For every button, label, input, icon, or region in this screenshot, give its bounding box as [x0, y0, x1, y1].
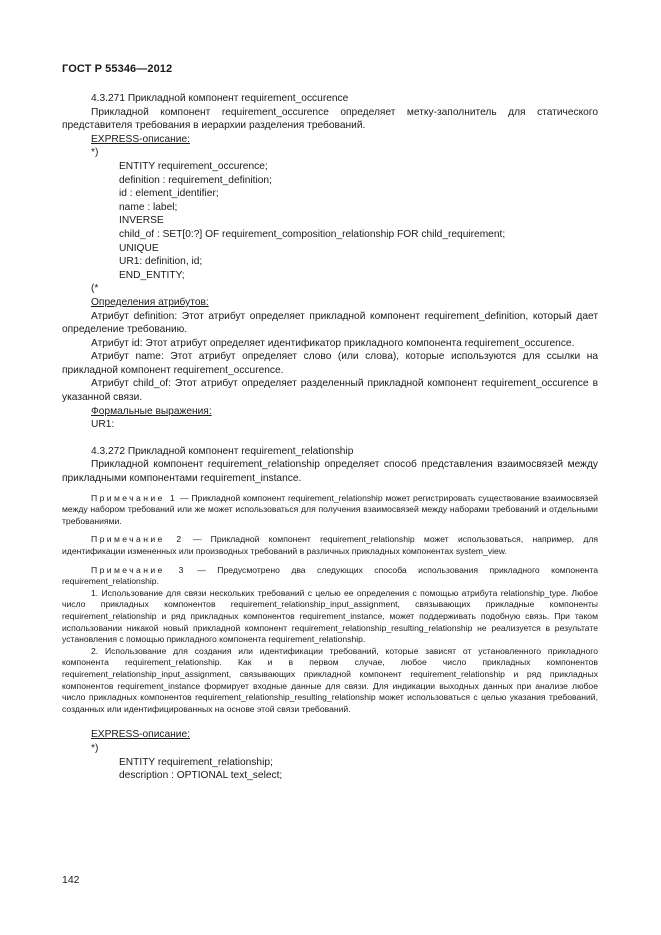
express-label-271: EXPRESS-описание: [91, 133, 190, 145]
note-1 [62, 493, 598, 528]
express-label-272: EXPRESS-описание: [91, 729, 190, 741]
page-content [62, 92, 598, 783]
attribute-child-of: Атрибут child_of: Этот атрибут определяет разделенный прикладной компонент requirement_occurence в указанной связи. [62, 378, 598, 404]
note-3-item-2: 2. Использование для создания или идентификации требований, которые зависят от установленного прикладного компонента requirement_relationship. Как и в первом случае, любое число прикладных компонентов requirement_relationship_input_assignment, связывающих прикладной компонент requirement_relationship и ряд прикладных компонентов requirement_instance формирует входные данные для связи. Для индикации выходных данных при анализе любое число прикладных компонентов requirement_relationship_resulting_relationship может использоваться с целью указания требований, созданных или идентифицированных на основе этой связи требований. [62, 645, 598, 714]
attribute-id: Атрибут id: Этот атрибут определяет идентификатор прикладного компонента requirement_occurence. [91, 337, 575, 349]
code-line: definition : requirement_definition; [119, 174, 272, 186]
code-line: child_of : SET[0:?] OF requirement_composition_relationship FOR child_requirement; [119, 228, 506, 240]
section-heading-272: 4.3.272 Прикладной компонент requirement_relationship [91, 445, 354, 457]
note-2-text: — Прикладной компонент requirement_relationship может использоваться, например, для идентификации измененных или производных требований в различных прикладных компонентах system_view. [62, 534, 598, 556]
code-line: ENTITY requirement_relationship; [119, 756, 273, 768]
section-heading-271: 4.3.271 Прикладной компонент requirement_occurence [91, 93, 349, 104]
code-line: END_ENTITY; [119, 269, 185, 281]
code-line: UNIQUE [119, 242, 159, 254]
code-line: INVERSE [119, 215, 164, 227]
code-line: UR1: definition, id; [119, 256, 203, 268]
page-number: 142 [62, 874, 80, 886]
attribute-definition: Атрибут definition: Этот атрибут определяет прикладной компонент requirement_definition, который дает определение требованию. [62, 310, 598, 336]
document-header: ГОСТ Р 55346—2012 [62, 63, 173, 75]
note-3-text: — Предусмотрено два следующих способа использования прикладного компонента requirement_relationship. [62, 564, 598, 587]
note-2 [62, 534, 598, 557]
code-line: id : element_identifier; [119, 188, 219, 200]
code-open-271: *) [91, 147, 99, 159]
attributes-label: Определения атрибутов: [91, 296, 209, 308]
note-3-item-1: 1. Использование для связи нескольких требований с целью ее определения с помощью атрибута relationship_type. Любое число прикладных компонентов requirement_relationship_input_assignment, связывающих прикладные компоненты requirement_relationship и ряд прикладных компонентов requirement_instance, может поддерживать подобную связь. При таком использовании никакой новый прикладной компонент requirement_relationship_resulting_relationship не реализуется в результате установления с помощью прикладного компонента requirement_relationship. [62, 587, 598, 645]
note-1-label: Примечание 1 [91, 492, 178, 503]
attribute-name: Атрибут name: Этот атрибут определяет слово (или слова), которые используются для ссылки на прикладной компонент requirement_occurence. [62, 351, 598, 376]
formal-expressions-label: Формальные выражения: [91, 405, 212, 417]
section-paragraph-271: Прикладной компонент requirement_occurence определяет метку-заполнитель для статического представителя требования в иерархии разделения требований. [62, 106, 598, 132]
note-2-label: Примечание 2 [91, 534, 184, 545]
note-3 [62, 565, 598, 588]
note-1-text: — Прикладной компонент requirement_relationship может регистрировать существование взаимосвязей между набором требований или же может использоваться для получения взаимосвязей между наборами требований и отдельными требованиями. [62, 492, 598, 526]
code-line: ENTITY requirement_occurence; [119, 160, 268, 172]
code-open-272: *) [91, 742, 99, 754]
formal-rule-ur1: UR1: [91, 419, 115, 431]
note-3-label: Примечание 3 [91, 564, 186, 575]
code-line: description : OPTIONAL text_select; [119, 770, 283, 782]
section-paragraph-272: Прикладной компонент requirement_relationship определяет способ представления взаимосвязей между прикладными компонентами requirement_instance. [62, 459, 598, 485]
code-line: name : label; [119, 201, 178, 213]
code-close-271: (* [91, 283, 99, 295]
